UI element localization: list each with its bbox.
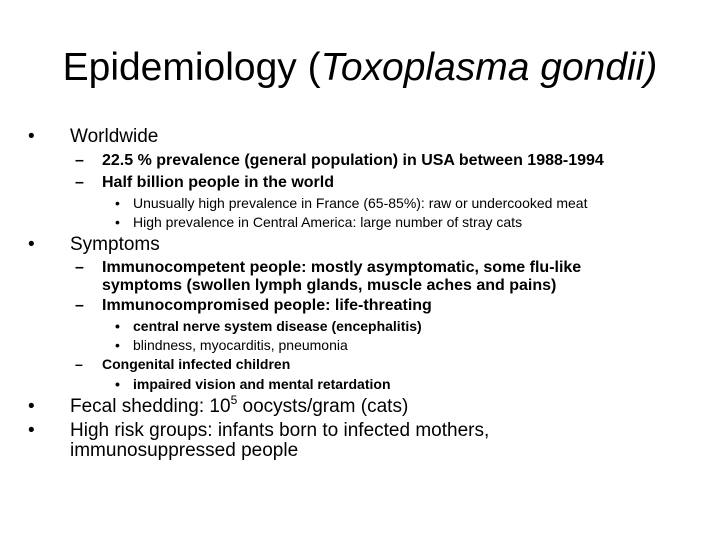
high-risk-text: High risk groups: infants born to infected mothers, (70, 420, 490, 441)
fecal-exponent: 5 (230, 392, 238, 407)
bullet-marker: • (115, 337, 120, 353)
high-risk-text-cont: immunosuppressed people (70, 440, 299, 461)
bullet-marker: • (28, 396, 35, 417)
worldwide-heading: Worldwide (70, 126, 159, 147)
dash-marker: – (75, 297, 84, 314)
fecal-prefix: Fecal shedding: 10 (70, 396, 231, 417)
worldwide-item-text: 22.5 % prevalence (general population) in USA between 1988-1994 (102, 152, 604, 169)
slide-title (0, 42, 720, 94)
worldwide-subitem-text: High prevalence in Central America: large number of stray cats (133, 214, 523, 230)
bullet-marker: • (115, 376, 120, 392)
worldwide-item-text: Half billion people in the world (102, 174, 334, 191)
immunocompromised-subitem-text: blindness, myocarditis, pneumonia (133, 337, 348, 353)
immunocompromised-text: Immunocompromised people: life-threating (102, 297, 432, 314)
title-main: Epidemiology ( (62, 46, 321, 89)
immunocompromised-subitem-text: central nerve system disease (encephalitis) (133, 318, 422, 334)
bullet-marker: • (28, 234, 35, 255)
bullet-marker: • (115, 318, 120, 334)
title-italic: Toxoplasma gondii) (320, 46, 658, 89)
fecal-shedding-text (70, 392, 409, 418)
bullet-marker: • (28, 420, 35, 441)
immunocompetent-text: Immunocompetent people: mostly asymptomatic, some flu-like (102, 259, 582, 276)
congenital-text: Congenital infected children (102, 356, 291, 372)
fecal-suffix: oocysts/gram (cats) (237, 396, 409, 417)
dash-marker: – (75, 152, 84, 169)
dash-marker: – (75, 174, 84, 191)
bullet-marker: • (28, 126, 35, 147)
symptoms-heading: Symptoms (70, 234, 160, 255)
congenital-subitem-text: impaired vision and mental retardation (133, 376, 391, 392)
bullet-marker: • (115, 214, 120, 230)
dash-marker: – (75, 356, 83, 372)
immunocompetent-text-cont: symptoms (swollen lymph glands, muscle aches and pains) (102, 277, 557, 294)
dash-marker: – (75, 259, 84, 276)
worldwide-subitem-text: Unusually high prevalence in France (65-85%): raw or undercooked meat (133, 195, 588, 211)
bullet-marker: • (115, 195, 120, 211)
